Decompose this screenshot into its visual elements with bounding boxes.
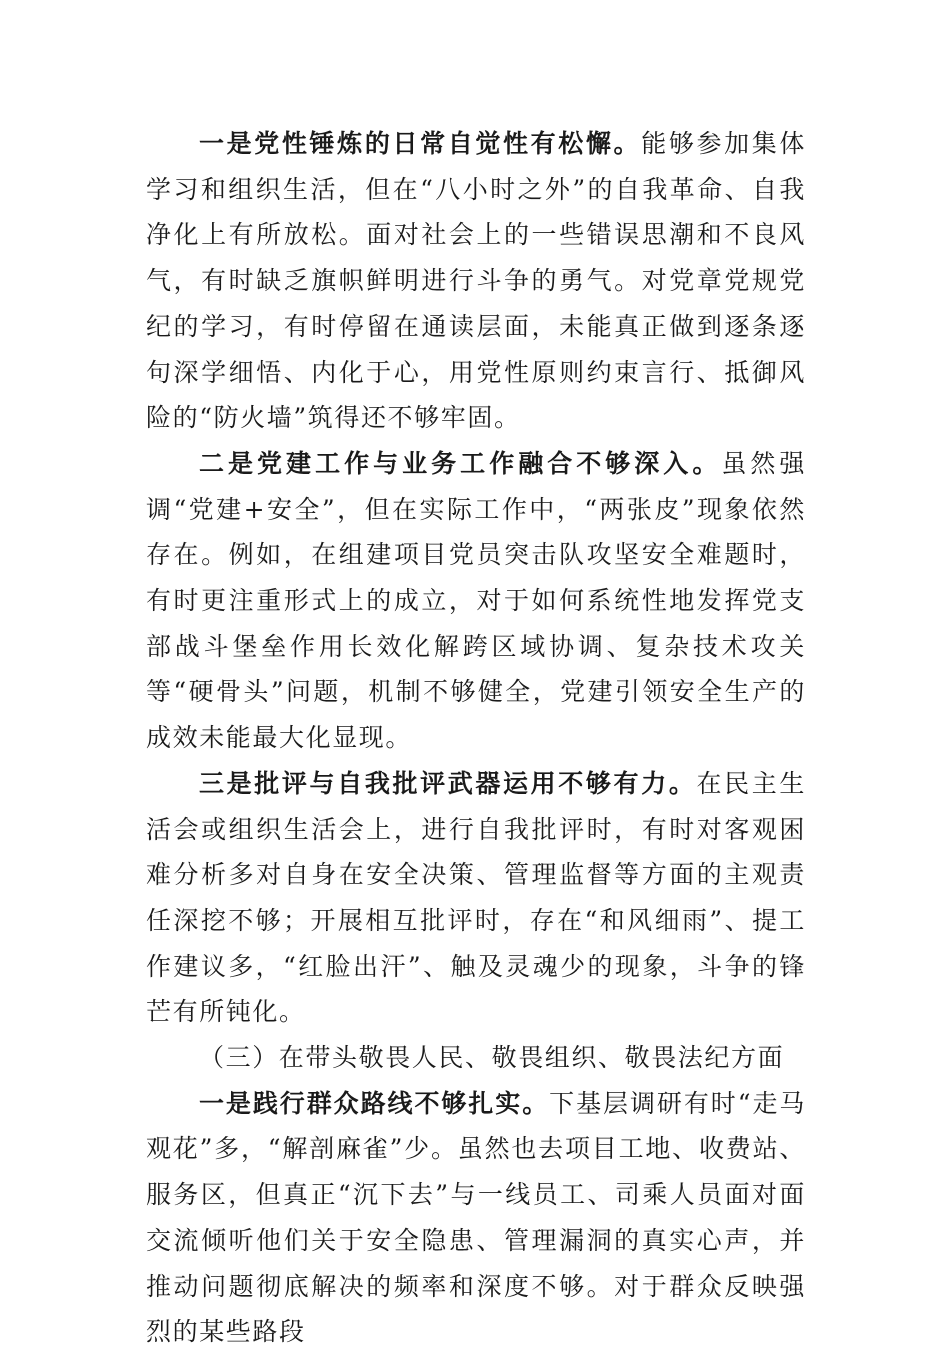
section-heading: （三）在带头敬畏人民、敬畏组织、敬畏法纪方面 bbox=[199, 1043, 785, 1073]
document-body bbox=[146, 121, 806, 1355]
paragraph-text: 能够参加集体学习和组织生活，但在“八小时之外”的自我革命、自我净化上有所放松。面对社会上的一些错误思潮和不良风气，有时缺乏旗帜鲜明进行斗争的勇气。对党章党规党纪的学习，有时停留在通读层面，未能真正做到逐条逐句深学细悟、内化于心，用党性原则约束言行、抵御风险的“防火墙”筑得还不够牢固。 bbox=[146, 129, 806, 433]
paragraph-lead: 一是践行群众路线不够扎实。 bbox=[199, 1088, 550, 1118]
paragraph-text: 虽然强调“党建+安全”，但在实际工作中，“两张皮”现象依然存在。例如，在组建项目党员突击队攻坚安全难题时，有时更注重形式上的成立，对于如何系统性地发挥党支部战斗堡垒作用长效化解跨区域协调、复杂技术攻关等“硬骨头”问题，机制不够健全，党建引领安全生产的成效未能最大化显现。 bbox=[146, 448, 806, 753]
paragraph-lead: 一是党性锤炼的日常自觉性有松懈。 bbox=[199, 129, 642, 158]
paragraph-criticism bbox=[146, 761, 806, 1035]
paragraph-party-spirit bbox=[146, 121, 806, 441]
paragraph-lead: 三是批评与自我批评武器运用不够有力。 bbox=[199, 768, 697, 798]
paragraph-lead: 二是党建工作与业务工作融合不够深入。 bbox=[199, 448, 722, 478]
paragraph-party-building bbox=[146, 441, 806, 761]
paragraph-text: 在民主生活会或组织生活会上，进行自我批评时，有时对客观困难分析多对自身在安全决策、管理监督等方面的主观责任深挖不够；开展相互批评时，存在“和风细雨”、提工作建议多，“红脸出汗”、触及灵魂少的现象，斗争的锋芒有所钝化。 bbox=[146, 768, 806, 1027]
paragraph-mass-line bbox=[146, 1081, 806, 1355]
paragraph-text: 下基层调研有时“走马观花”多，“解剖麻雀”少。虽然也去项目工地、收费站、服务区，但真正“沉下去”与一线员工、司乘人员面对面交流倾听他们关于安全隐患、管理漏洞的真实心声，并推动问题彻底解决的频率和深度不够。对于群众反映强烈的某些路段 bbox=[146, 1088, 806, 1347]
